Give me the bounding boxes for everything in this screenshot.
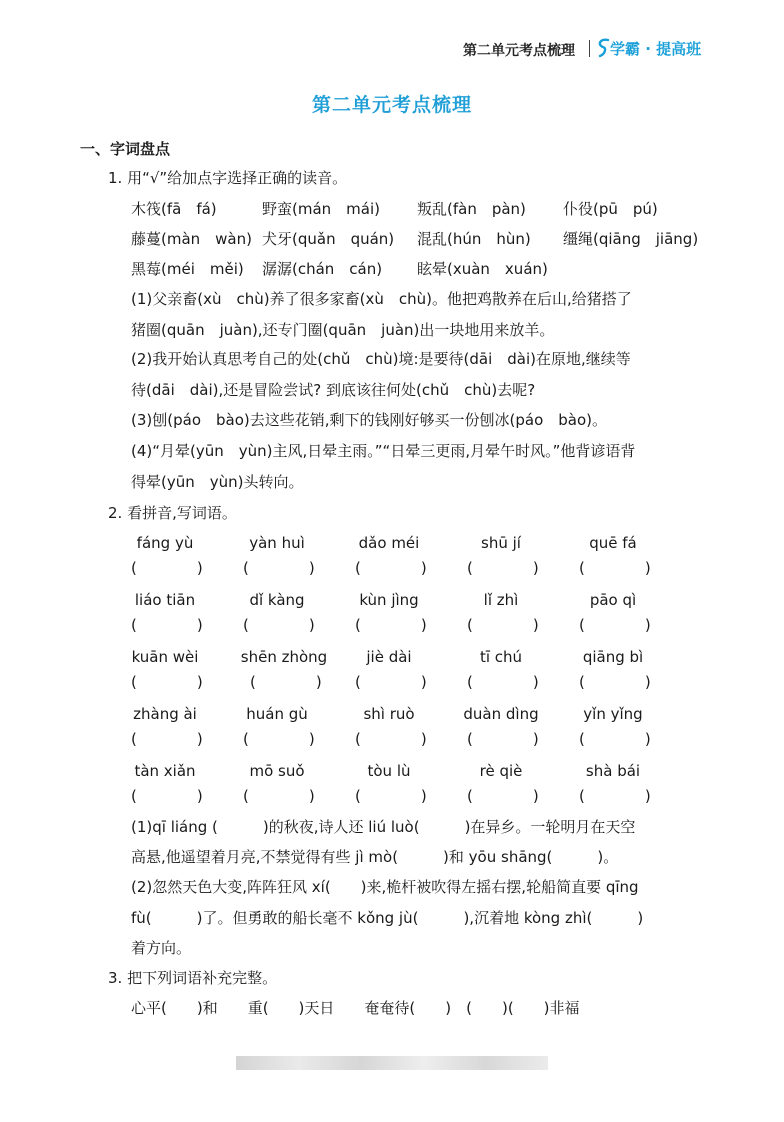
pinyin-prompt: shà bái [585,762,641,780]
answer-blank[interactable]: ( ) [131,559,203,577]
pinyin-prompt: jiè dài [366,648,412,666]
pinyin-prompt: yàn huì [249,534,305,552]
word-choice-item: 眩晕(xuàn xuán) [417,260,548,278]
answer-blank[interactable]: ( ) [131,673,203,691]
sentence-line: 得晕(yūn yùn)头转向。 [131,473,304,491]
pinyin-prompt: dǎo méi [358,534,420,552]
answer-blank[interactable]: ( ) [250,673,322,691]
answer-blank[interactable]: ( ) [243,616,315,634]
pinyin-prompt: pāo qì [589,591,637,609]
pinyin-prompt: kuān wèi [131,648,199,666]
question-3-prompt: 3. 把下列词语补充完整。 [108,969,278,987]
word-choice-item: 黑莓(méi měi) [131,260,244,278]
pinyin-prompt: duàn dìng [463,705,539,723]
answer-blank[interactable]: ( ) [467,787,539,805]
pinyin-prompt: shū jí [481,534,521,552]
word-choice-item: 缰绳(qiāng jiāng) [563,230,699,248]
brand-name: 学霸 · 提高班 [610,40,702,58]
answer-blank[interactable]: ( ) [579,787,651,805]
pinyin-prompt: yǐn yǐng [583,705,643,723]
question-1-prompt: 1. 用“√”给加点字选择正确的读音。 [108,169,348,187]
pinyin-prompt: lǐ zhì [483,591,519,609]
question-2-prompt: 2. 看拼音,写词语。 [108,504,237,522]
page-footer-watermark [236,1056,548,1070]
pinyin-prompt: fáng yù [136,534,194,552]
pinyin-prompt: kùn jìng [359,591,419,609]
running-header-title: 第二单元考点梳理 [463,43,575,59]
answer-blank[interactable]: ( ) [355,787,427,805]
sentence-line: 着方向。 [131,939,192,957]
sentence-line: 待(dāi dài),还是冒险尝试? 到底该往何处(chǔ chù)去呢? [131,381,536,399]
answer-blank[interactable]: ( ) [355,673,427,691]
answer-blank[interactable]: ( ) [355,616,427,634]
sentence-line: (1)父亲畜(xù chù)养了很多家畜(xù chù)。他把鸡散养在后山,给猪搭了 [131,290,632,308]
answer-blank[interactable]: ( ) [467,559,539,577]
sentence-line: (3)刨(páo bào)去这些花销,剩下的钱刚好够买一份刨冰(páo bào)。 [131,411,607,429]
pinyin-prompt: zhàng ài [133,705,197,723]
answer-blank[interactable]: ( ) [243,787,315,805]
answer-blank[interactable]: ( ) [131,787,203,805]
pinyin-prompt: mō suǒ [249,762,305,780]
pinyin-prompt: shì ruò [363,705,415,723]
answer-blank[interactable]: ( ) [355,559,427,577]
sentence-line: (4)“月晕(yūn yùn)主风,日晕主雨。”“日晕三更雨,月晕午时风。”他背谚语背 [131,442,636,460]
pinyin-prompt: qiāng bì [582,648,644,666]
word-choice-item: 仆役(pū pú) [563,200,658,218]
pinyin-prompt: tī chú [479,648,523,666]
word-choice-item: 叛乱(fàn pàn) [417,200,526,218]
answer-blank[interactable]: ( ) [243,559,315,577]
answer-blank[interactable]: ( ) [579,559,651,577]
answer-blank[interactable]: ( ) [467,616,539,634]
sentence-line: 高悬,他遥望着月亮,不禁觉得有些 jì mò( )和 yōu shāng( )。 [131,848,619,866]
answer-blank[interactable]: ( ) [579,616,651,634]
pinyin-prompt: rè qiè [479,762,523,780]
answer-blank[interactable]: ( ) [355,730,427,748]
section-heading-words: 一、字词盘点 [80,140,171,158]
pinyin-prompt: tòu lù [367,762,411,780]
word-choice-item: 藤蔓(màn wàn) [131,230,252,248]
idiom-fill-line: 心平( )和 重( )天日 奄奄待( ) ( )( )非福 [131,999,580,1017]
pinyin-prompt: quē fá [589,534,637,552]
word-choice-item: 野蛮(mán mái) [262,200,380,218]
answer-blank[interactable]: ( ) [467,730,539,748]
answer-blank[interactable]: ( ) [131,730,203,748]
pinyin-prompt: huán gù [246,705,308,723]
sentence-line: (2)忽然天色大变,阵阵狂风 xí( )来,桅杆被吹得左摇右摆,轮船简直要 qīng [131,878,639,896]
sentence-line: 猪圈(quān juàn),还专门圈(quān juàn)出一块地用来放羊。 [131,321,555,339]
sentence-line: (2)我开始认真思考自己的处(chǔ chù)境:是要待(dāi dài)在原地,继续等 [131,350,631,368]
answer-blank[interactable]: ( ) [579,673,651,691]
pinyin-prompt: shēn zhòng [240,648,328,666]
answer-blank[interactable]: ( ) [131,616,203,634]
answer-blank[interactable]: ( ) [579,730,651,748]
answer-blank[interactable]: ( ) [467,673,539,691]
word-choice-item: 潺潺(chán cán) [262,260,383,278]
answer-blank[interactable]: ( ) [243,730,315,748]
word-choice-item: 木筏(fā fá) [131,200,217,218]
word-choice-item: 混乱(hún hùn) [417,230,531,248]
pinyin-prompt: tàn xiǎn [134,762,196,780]
pinyin-prompt: dǐ kàng [249,591,305,609]
page-title: 第二单元考点梳理 [311,94,472,116]
pinyin-prompt: liáo tiān [134,591,196,609]
sentence-line: (1)qī liáng ( )的秋夜,诗人还 liú luò( )在异乡。一轮明月在天空 [131,818,636,836]
word-choice-item: 犬牙(quǎn quán) [262,230,395,248]
brand-swirl-icon [596,36,610,58]
header-divider [589,40,590,57]
sentence-line: fù( )了。但勇敢的船长毫不 kǒng jù( ),沉着地 kòng zhì( ) [131,909,644,927]
